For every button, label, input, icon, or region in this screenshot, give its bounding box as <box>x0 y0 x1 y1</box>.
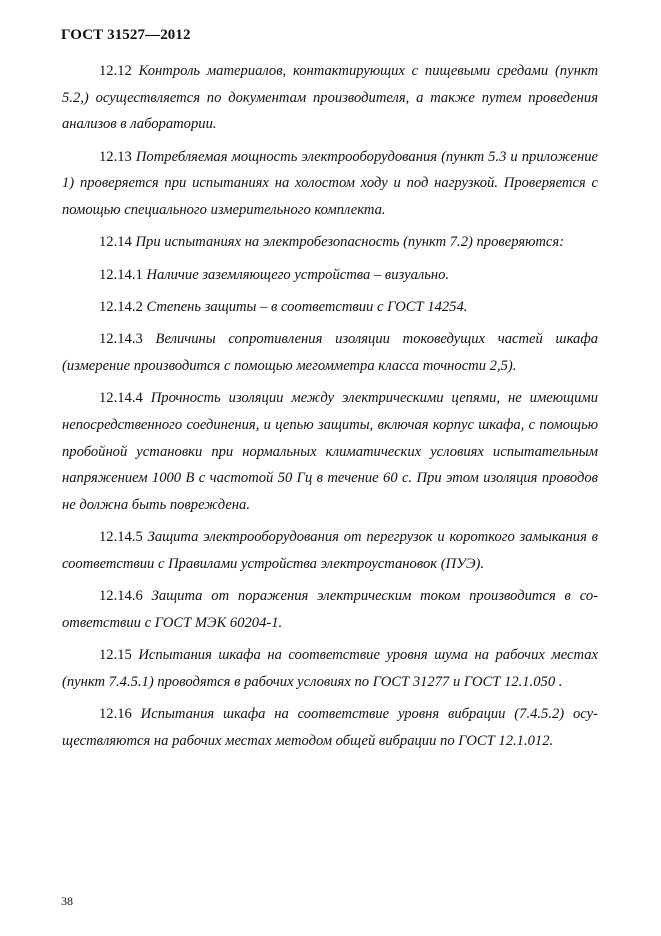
clause-number: 12.15 <box>99 647 132 664</box>
clause-text: Испытания шкафа на соответствие уровня вибрации (7.4.5.2) осуществляются на рабочих местах методом общей вибрации по ГОСТ 12.1.012. <box>62 706 598 749</box>
clause-text: Величины сопротивления изоляции токоведущих частей шкафа (измерение производится с помощью мегомметра класса точности 2,5). <box>62 331 598 374</box>
paragraph-12-15 <box>62 642 598 695</box>
paragraph-12-14-6 <box>62 583 598 636</box>
paragraph-12-14 <box>62 229 598 256</box>
clause-text: Контроль материалов, контактирующих с пищевыми средами (пункт 5.2,) осуществляется по документам производителя, а также путем проведения анализов в лаборатории. <box>62 63 598 133</box>
clause-text: Потребляемая мощность электрооборудования (пункт 5.3 и приложение 1) проверяется при испытаниях на холостом ходу и под нагрузкой. Проверяется с помощью специального измерительного комплекта. <box>62 148 598 218</box>
clause-text: Защита электрооборудования от перегрузок и короткого замыкания в соответствии с Правилами устройства электроустановок (ПУЭ). <box>62 529 598 572</box>
paragraph-12-16 <box>62 701 598 754</box>
clause-text: Испытания шкафа на соответствие уровня шума на рабочих местах (пункт 7.4.5.1) проводятся в рабочих условиях по ГОСТ 31277 и ГОСТ 12.1.050 . <box>62 647 598 690</box>
clause-number: 12.14.3 <box>99 331 143 348</box>
clause-number: 12.16 <box>99 706 132 723</box>
clause-number: 12.14.2 <box>99 298 143 315</box>
clause-number: 12.14.6 <box>99 588 143 605</box>
clause-number: 12.14.5 <box>99 529 143 546</box>
paragraph-12-14-4 <box>62 385 598 518</box>
clause-text: При испытаниях на электробезопасность (пункт 7.2) проверяются: <box>135 234 565 251</box>
clause-text: Защита от поражения электрическим током производится в соответствии с ГОСТ МЭК 60204-1. <box>62 588 598 631</box>
clause-text: Прочность изоляции между электрическими цепями, не имеющими непосредственного соединения, и цепью защиты, включая корпус шкафа, с помощью пробойной установки при нормальных климатических условиях испытательным напряжением 1000 В с частотой 50 Гц в течение 60 с. При этом изоляция проводов не должна быть повреждена. <box>62 390 598 513</box>
clause-text: Наличие заземляющего устройства – визуально. <box>146 266 450 283</box>
paragraph-12-12 <box>62 58 598 138</box>
paragraph-12-14-2 <box>62 294 598 321</box>
clause-text: Степень защиты – в соответствии с ГОСТ 14254. <box>146 298 468 315</box>
clause-number: 12.14 <box>99 234 132 251</box>
document-header: ГОСТ 31527—2012 <box>61 27 191 43</box>
clause-number: 12.12 <box>99 63 132 79</box>
clause-number: 12.14.1 <box>99 266 143 283</box>
paragraph-12-13 <box>62 144 598 224</box>
paragraph-12-14-5 <box>62 524 598 577</box>
page-number: 38 <box>61 894 73 908</box>
clause-number: 12.13 <box>99 148 132 165</box>
document-body <box>62 58 598 760</box>
paragraph-12-14-3 <box>62 326 598 379</box>
clause-number: 12.14.4 <box>99 390 143 407</box>
paragraph-12-14-1 <box>62 262 598 289</box>
